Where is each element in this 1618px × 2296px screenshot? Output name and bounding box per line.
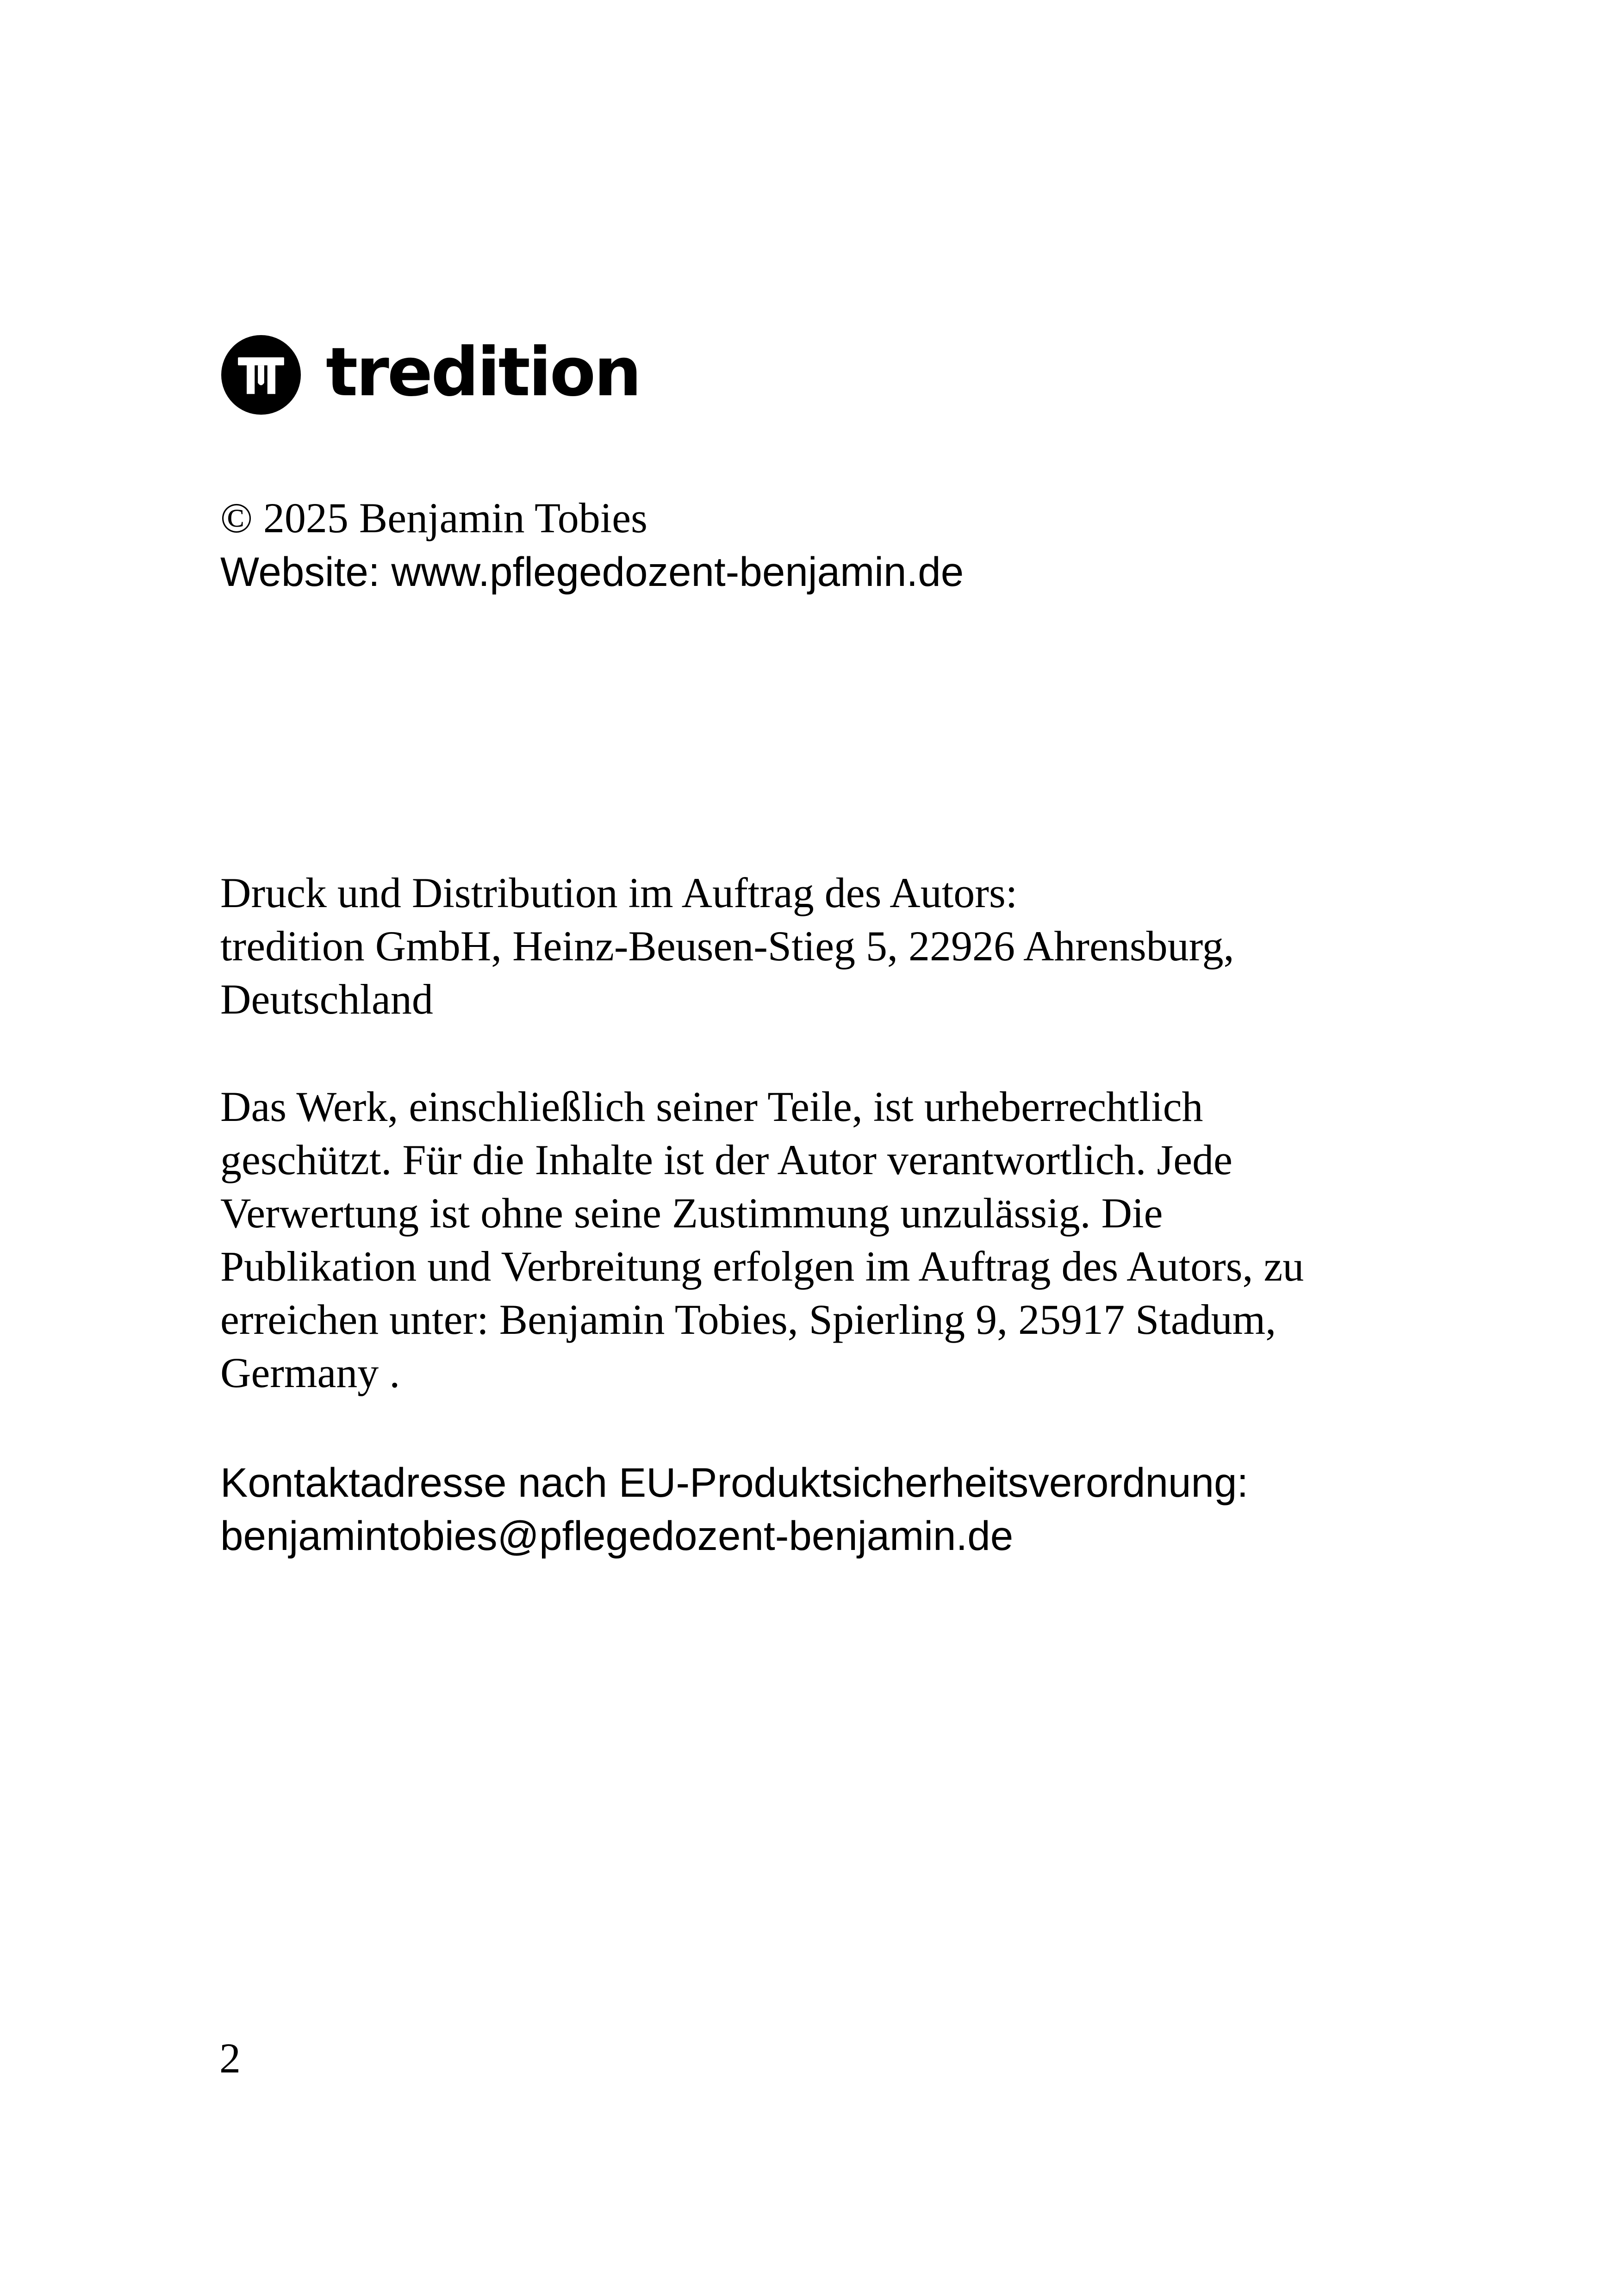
page-number: 2 <box>219 2035 241 2082</box>
text-line: Das Werk, einschließlich seiner Teile, ist urheberrechtlich <box>220 1083 1203 1130</box>
text-line: Deutschland <box>220 976 433 1023</box>
publisher-logo <box>221 333 640 417</box>
website-line: Website: www.pflegedozent-benjamin.de <box>220 548 964 595</box>
publisher-wordmark: tredition <box>326 333 640 411</box>
text-line: Germany . <box>220 1349 400 1396</box>
text-line: erreichen unter: Benjamin Tobies, Spierling 9, 25917 Stadum, <box>220 1296 1276 1343</box>
printing-distribution-info <box>220 866 1516 1026</box>
text-line: Publikation und Verbreitung erfolgen im Auftrag des Autors, zu <box>220 1243 1304 1290</box>
text-line: tredition GmbH, Heinz-Beusen-Stieg 5, 22926 Ahrensburg, <box>220 922 1234 970</box>
copyright-statement <box>220 1080 1516 1400</box>
contact-address <box>220 1456 1516 1562</box>
tredition-logo-icon <box>221 335 301 415</box>
contact-email: benjamintobies@pflegedozent-benjamin.de <box>220 1512 1014 1559</box>
text-line: Kontaktadresse nach EU-Produktsicherheitsverordnung: <box>220 1459 1249 1506</box>
text-line: Verwertung ist ohne seine Zustimmung unzulässig. Die <box>220 1189 1163 1237</box>
text-line: Druck und Distribution im Auftrag des Autors: <box>220 869 1018 916</box>
text-line: geschützt. Für die Inhalte ist der Autor verantwortlich. Jede <box>220 1136 1232 1183</box>
copyright-notice: © 2025 Benjamin Tobies <box>220 494 647 541</box>
